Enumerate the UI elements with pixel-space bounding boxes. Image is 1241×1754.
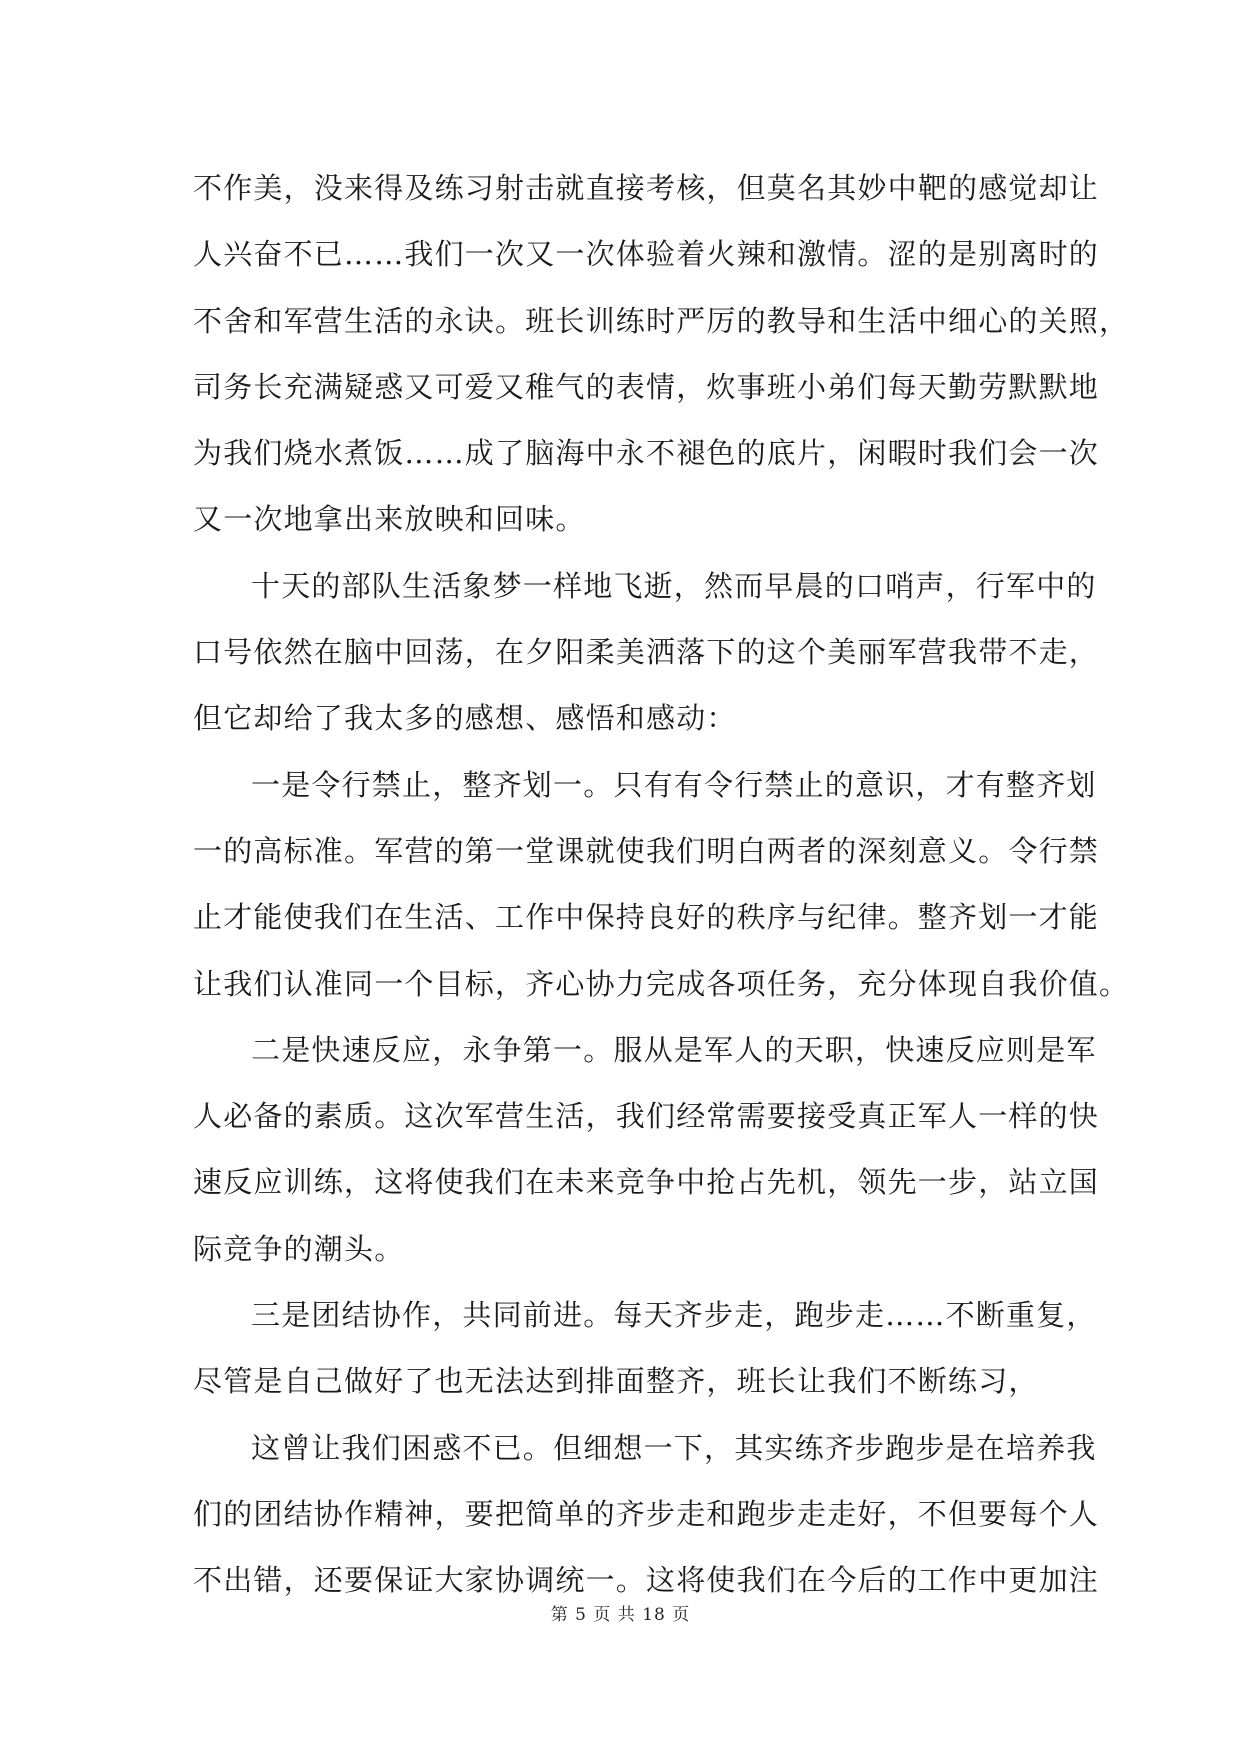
text-line: 这曾让我们困惑不已。但细想一下，其实练齐步跑步是在培养我: [251, 1430, 1097, 1465]
text-line: 二是快速反应，永争第一。服从是军人的天职，快速反应则是军: [251, 1032, 1097, 1067]
text-line: 速反应训练，这将使我们在未来竞争中抢占先机，领先一步，站立国: [193, 1165, 1100, 1200]
text-line: 们的团结协作精神，要把简单的齐步走和跑步走走好，不但要每个人: [193, 1496, 1100, 1531]
text-line: 口号依然在脑中回荡，在夕阳柔美洒落下的这个美丽军营我带不走，: [193, 635, 1100, 670]
text-line: 司务长充满疑惑又可爱又稚气的表情，炊事班小弟们每天勤劳默默地: [193, 369, 1100, 404]
page-number-footer: 第 5 页 共 18 页: [550, 1605, 691, 1625]
text-line: 人必备的素质。这次军营生活，我们经常需要接受真正军人一样的快: [193, 1099, 1100, 1134]
text-line: 又一次地拿出来放映和回味。: [193, 502, 586, 537]
text-line: 十天的部队生活象梦一样地飞逝，然而早晨的口哨声，行军中的: [251, 568, 1097, 603]
text-line: 为我们烧水煮饭……成了脑海中永不褪色的底片，闲暇时我们会一次: [193, 436, 1100, 471]
text-line: 一是令行禁止，整齐划一。只有有令行禁止的意识，才有整齐划: [251, 767, 1097, 802]
text-line: 一的高标准。军营的第一堂课就使我们明白两者的深刻意义。令行禁: [193, 833, 1100, 868]
text-line: 不作美，没来得及练习射击就直接考核，但莫名其妙中靶的感觉却让: [193, 171, 1100, 205]
text-line: 不舍和军营生活的永诀。班长训练时严厉的教导和生活中细心的关照，: [193, 303, 1130, 338]
text-line: 不出错，还要保证大家协调统一。这将使我们在今后的工作中更加注: [193, 1563, 1100, 1598]
text-line: 止才能使我们在生活、工作中保持良好的秩序与纪律。整齐划一才能: [193, 900, 1100, 935]
document-body: [193, 155, 1130, 1614]
text-line: 三是团结协作，共同前进。每天齐步走，跑步走……不断重复，: [251, 1298, 1097, 1333]
text-line: 际竞争的潮头。: [193, 1231, 405, 1266]
text-line: 但它却给了我太多的感想、感悟和感动：: [193, 701, 737, 736]
text-line: 尽管是自己做好了也无法达到排面整齐，班长让我们不断练习，: [193, 1364, 1039, 1399]
text-line: 人兴奋不已……我们一次又一次体验着火辣和激情。涩的是别离时的: [193, 237, 1100, 272]
text-line: 让我们认准同一个目标，齐心协力完成各项任务，充分体现自我价值。: [193, 966, 1130, 1001]
